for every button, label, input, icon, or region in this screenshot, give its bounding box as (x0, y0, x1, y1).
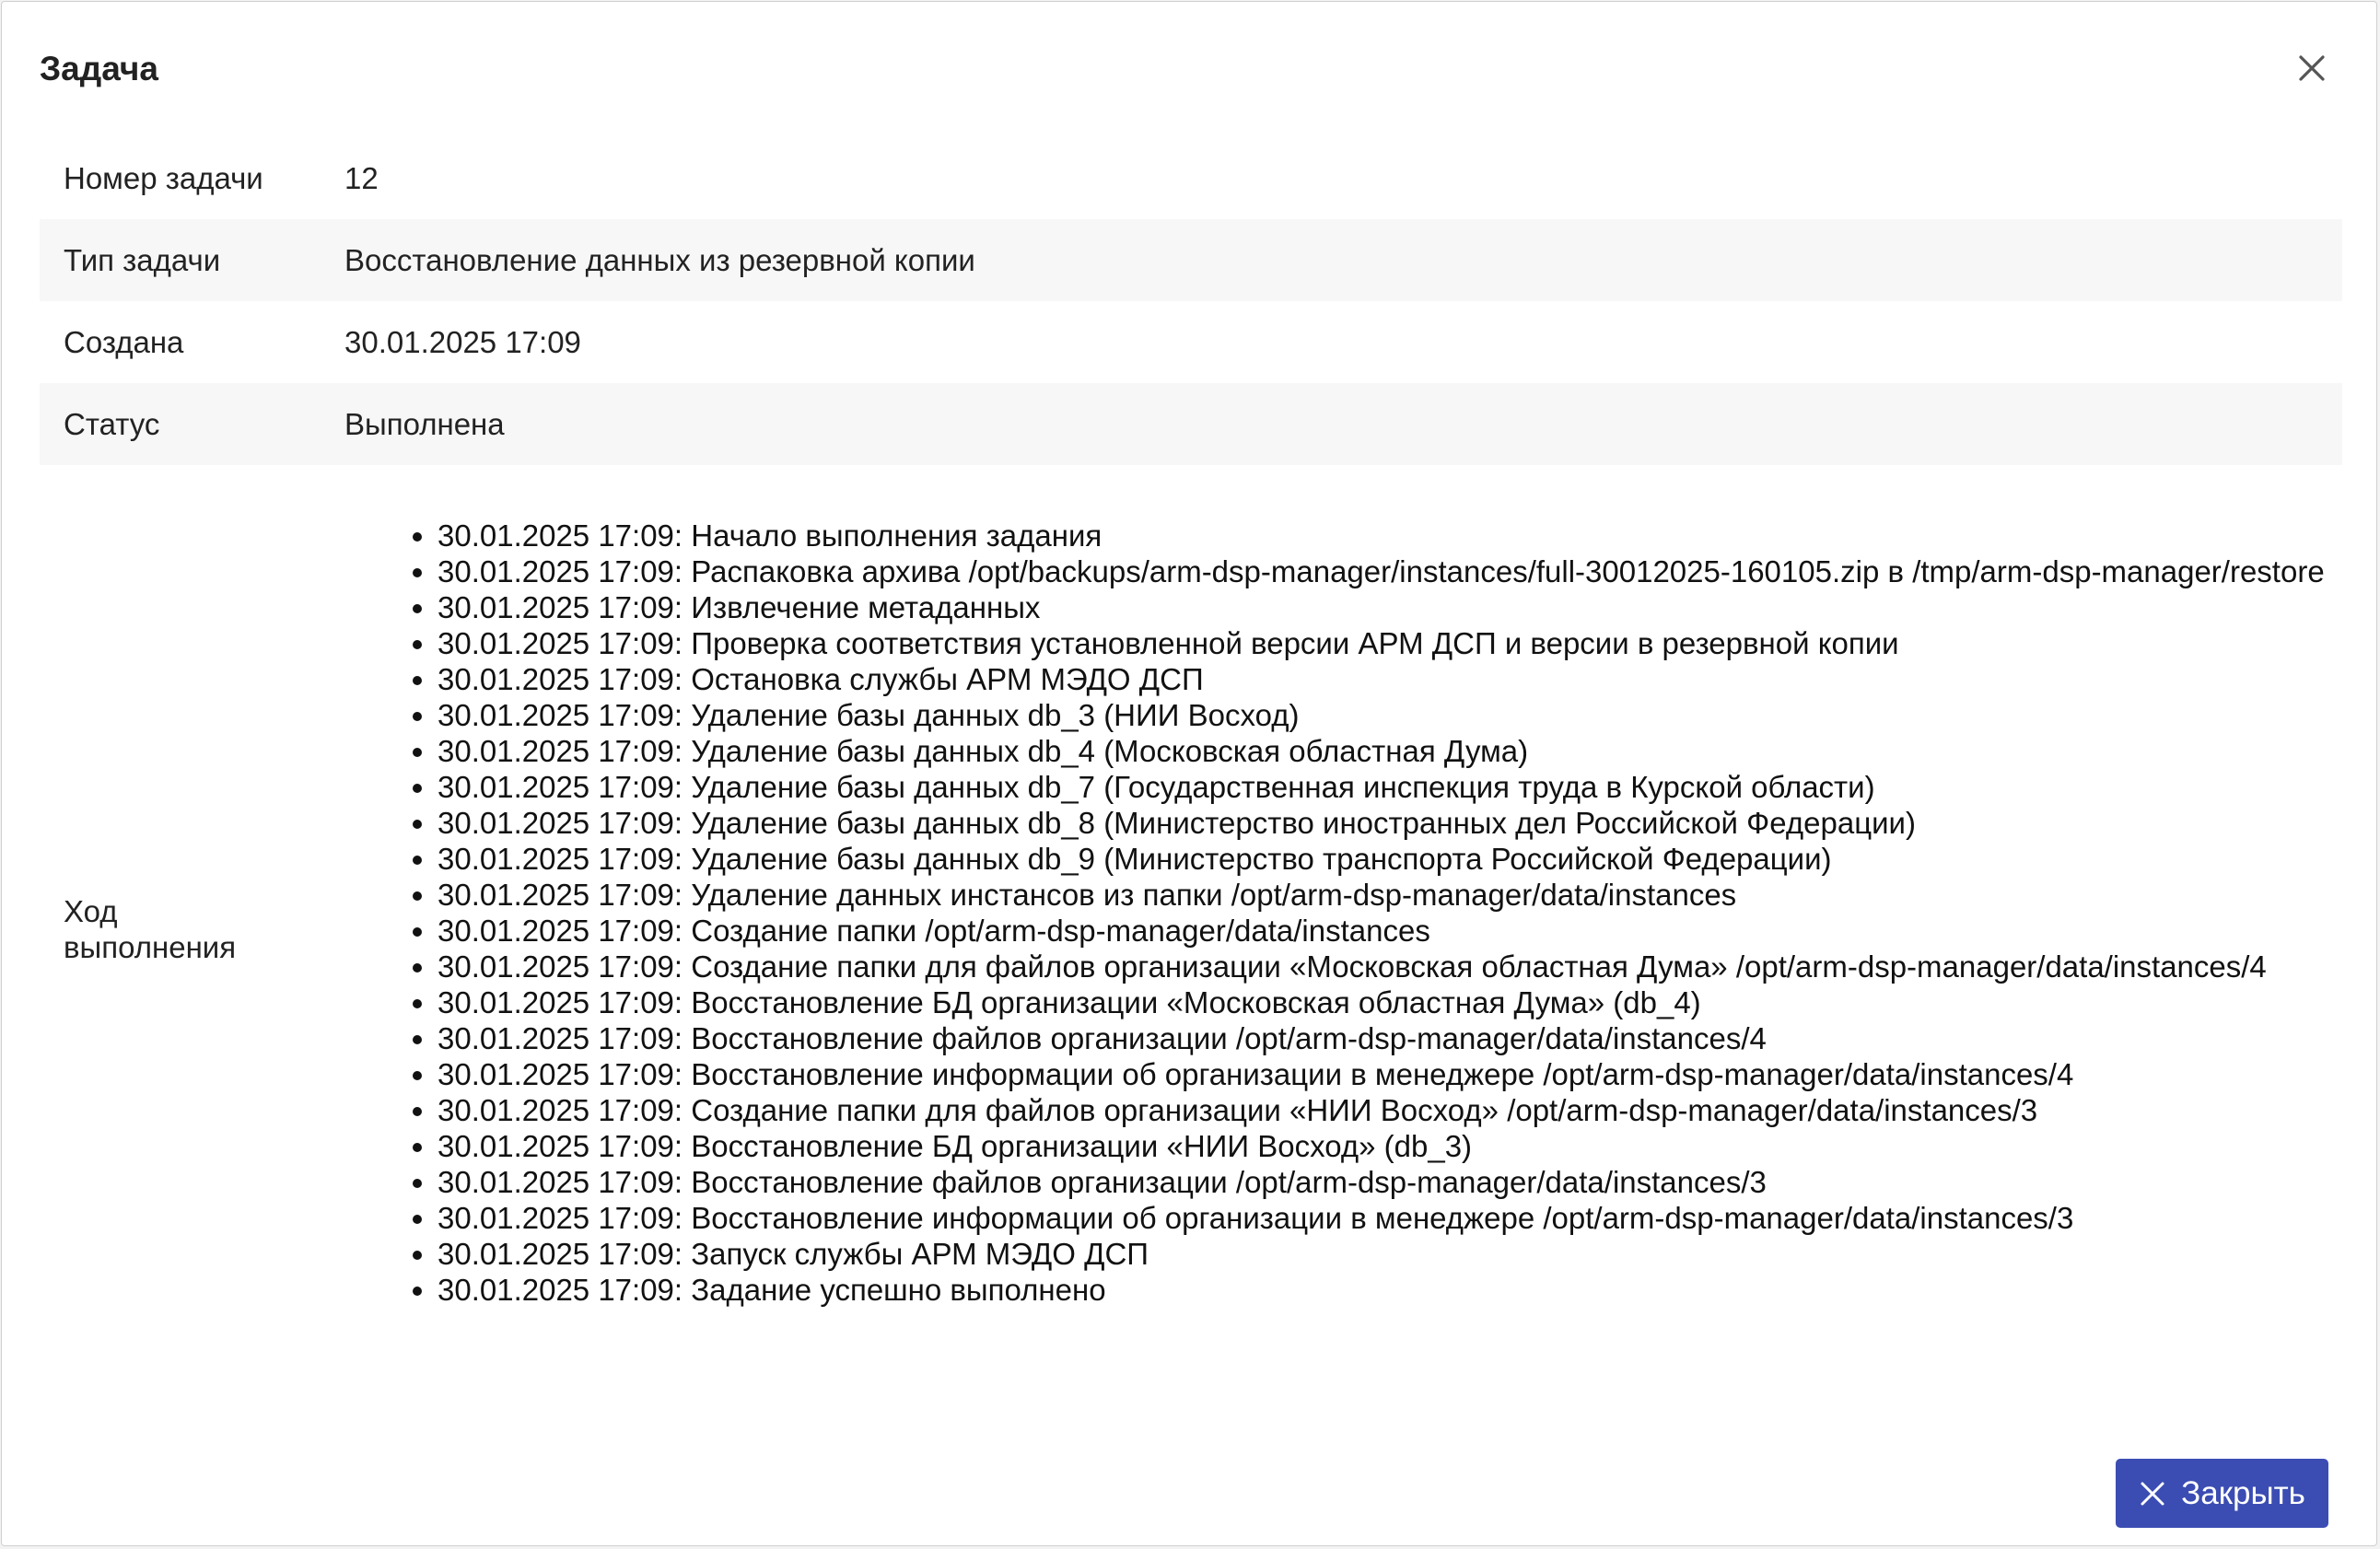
log-entry: • 30.01.2025 17:09: Восстановление БД организации «Московская областная Дума» (db_4) (438, 984, 2380, 1020)
log-entry: • 30.01.2025 17:09: Удаление базы данных db_8 (Министерство иностранных дел Российской Федерации) (438, 805, 2380, 841)
close-icon (2139, 1480, 2166, 1508)
dialog-title: Задача (40, 50, 158, 87)
log-entry: • 30.01.2025 17:09: Остановка службы АРМ МЭДО ДСП (438, 661, 2380, 697)
log-entry: • 30.01.2025 17:09: Удаление данных инстансов из папки /opt/arm-dsp-manager/data/instances (438, 877, 2380, 913)
row-progress (40, 518, 2342, 1346)
log-entry: • 30.01.2025 17:09: Восстановление файлов организации /opt/arm-dsp-manager/data/instances/4 (438, 1020, 2380, 1056)
log-entry: • 30.01.2025 17:09: Создание папки /opt/arm-dsp-manager/data/instances (438, 913, 2380, 949)
log-entry: • 30.01.2025 17:09: Удаление базы данных db_9 (Министерство транспорта Российской Федерации) (438, 841, 2380, 877)
log-entry: • 30.01.2025 17:09: Начало выполнения задания (438, 518, 2380, 553)
progress-label: Ход выполнения (64, 894, 237, 964)
row-task-type (40, 219, 2342, 301)
log-entry: • 30.01.2025 17:09: Удаление базы данных db_4 (Московская областная Дума) (438, 733, 2380, 769)
field-value: 30.01.2025 17:09 (344, 325, 581, 359)
log-entry: • 30.01.2025 17:09: Восстановление информации об организации в менеджере /opt/arm-dsp-manager/data/instances/4 (438, 1056, 2380, 1092)
log-entry: • 30.01.2025 17:09: Извлечение метаданных (438, 589, 2380, 625)
close-icon[interactable] (2293, 50, 2330, 87)
log-entry: • 30.01.2025 17:09: Восстановление информации об организации в менеджере /opt/arm-dsp-manager/data/instances/3 (438, 1200, 2380, 1236)
log-entry: • 30.01.2025 17:09: Восстановление БД организации «НИИ Восход» (db_3) (438, 1128, 2380, 1164)
log-entry: • 30.01.2025 17:09: Распаковка архива /opt/backups/arm-dsp-manager/instances/full-30012025-160105.zip в /tmp/arm-dsp-manager/restore (438, 553, 2380, 589)
field-label: Тип задачи (64, 243, 221, 277)
task-details (40, 137, 2342, 465)
field-label: Номер задачи (64, 161, 263, 195)
task-dialog (1, 1, 2377, 1546)
row-created (40, 301, 2342, 383)
field-label: Создана (64, 325, 184, 359)
log-entry: • 30.01.2025 17:09: Восстановление файлов организации /opt/arm-dsp-manager/data/instances/3 (438, 1164, 2380, 1200)
close-icon-svg (2293, 50, 2330, 87)
log-entry: • 30.01.2025 17:09: Удаление базы данных db_7 (Государственная инспекция труда в Курской области) (438, 769, 2380, 805)
log-entry: • 30.01.2025 17:09: Задание успешно выполнено (438, 1272, 2380, 1308)
close-button-label: Закрыть (2181, 1474, 2305, 1511)
log-entry: • 30.01.2025 17:09: Удаление базы данных db_3 (НИИ Восход) (438, 697, 2380, 733)
field-value: 12 (344, 161, 379, 195)
close-button[interactable] (2116, 1459, 2328, 1528)
log-entry: • 30.01.2025 17:09: Запуск службы АРМ МЭДО ДСП (438, 1236, 2380, 1272)
row-task-number (40, 137, 2342, 219)
progress-log (371, 518, 2380, 1308)
field-label: Статус (64, 407, 160, 441)
log-entry: • 30.01.2025 17:09: Создание папки для файлов организации «НИИ Восход» /opt/arm-dsp-manager/data/instances/3 (438, 1092, 2380, 1128)
log-entry: • 30.01.2025 17:09: Проверка соответствия установленной версии АРМ ДСП и версии в резервной копии (438, 625, 2380, 661)
log-entry: • 30.01.2025 17:09: Создание папки для файлов организации «Московская областная Дума» /opt/arm-dsp-manager/data/instances/4 (438, 949, 2380, 984)
status-value: Выполнена (344, 407, 505, 441)
row-status (40, 383, 2342, 465)
field-value: Восстановление данных из резервной копии (344, 243, 975, 277)
